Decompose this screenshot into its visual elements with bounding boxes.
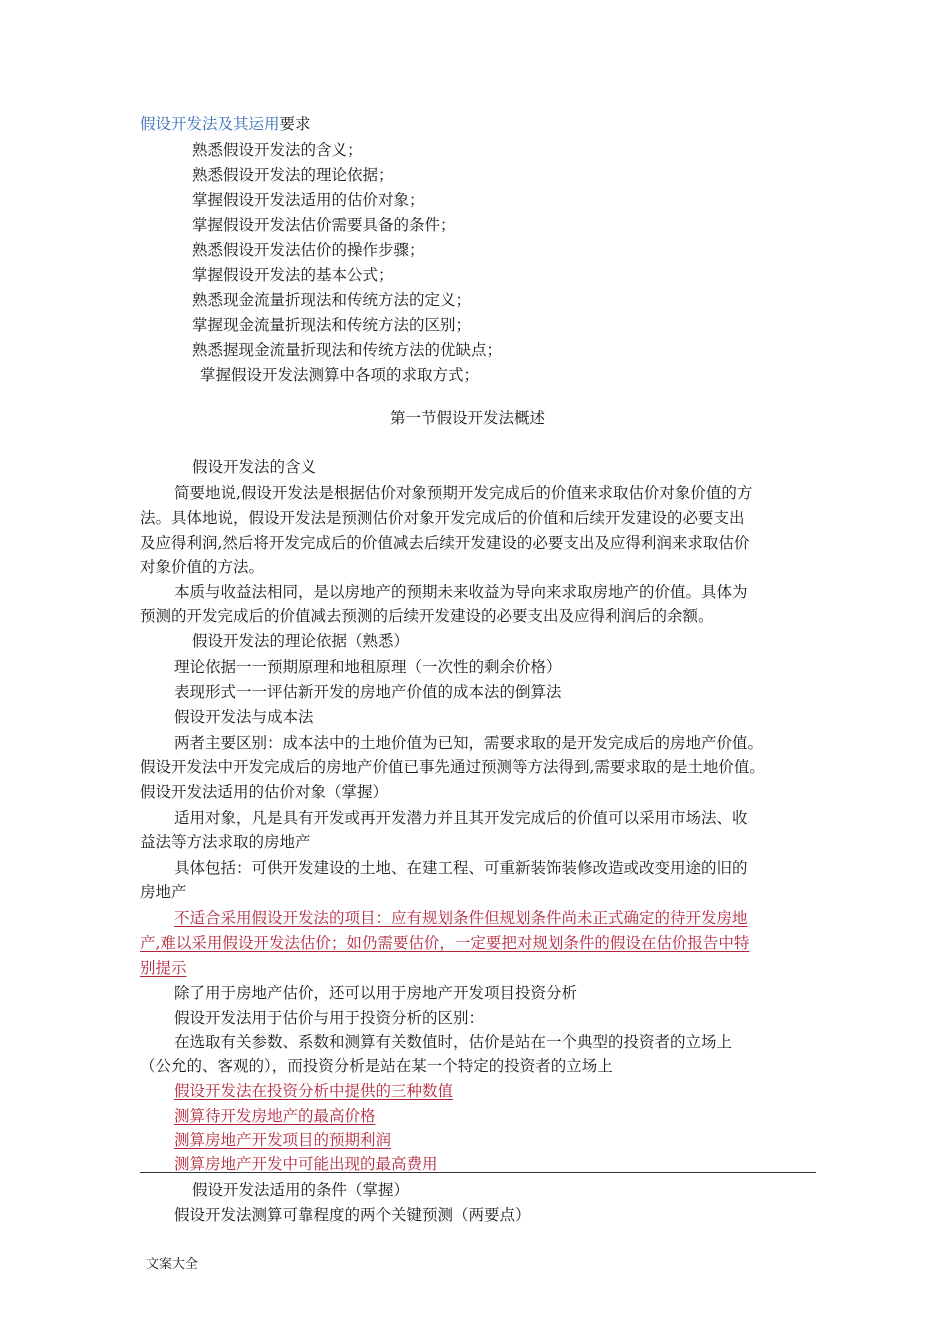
requirement-item: 熟悉握现金流量折现法和传统方法的优缺点； [192, 341, 503, 359]
paragraph-line: 理论依据一一预期原理和地租原理（一次性的剩余价格） [174, 658, 562, 676]
highlight-line: 测算房地产开发中可能出现的最高费用 [174, 1155, 438, 1173]
paragraph-line: 假设开发法测算可靠程度的两个关键预测（两要点） [174, 1206, 531, 1224]
paragraph-line: 两者主要区别：成本法中的土地价值为已知，需要求取的是开发完成后的房地产价值。 [174, 734, 764, 752]
highlight-line: 假设开发法在投资分析中提供的三种数值 [174, 1082, 454, 1100]
highlight-line: 测算房地产开发项目的预期利润 [174, 1131, 392, 1149]
paragraph-line: （公允的、客观的），而投资分析是站在某一个特定的投资者的立场上 [140, 1057, 613, 1075]
requirement-item: 熟悉现金流量折现法和传统方法的定义； [192, 291, 472, 309]
section-title: 第一节假设开发法概述 [390, 409, 546, 427]
document-heading [140, 114, 311, 134]
subheading-diff: 假设开发法用于估价与用于投资分析的区别： [174, 1009, 485, 1027]
requirement-item: 掌握假设开发法测算中各项的求取方式； [200, 366, 480, 384]
paragraph-line: 预测的开发完成后的价值减去预测的后续开发建设的必要支出及应得利润后的余额。 [140, 607, 714, 625]
paragraph-line: 具体包括：可供开发建设的土地、在建工程、可重新装饰装修改造或改变用途的旧的 [174, 859, 748, 877]
requirement-item: 掌握假设开发法的基本公式； [192, 266, 394, 284]
paragraph-line: 在选取有关参数、系数和测算有关数值时，估价是站在一个典型的投资者的立场上 [174, 1033, 733, 1051]
paragraph-line: 简要地说,假设开发法是根据估价对象预期开发完成后的价值来求取估价对象价值的方 [174, 484, 753, 502]
subheading-meaning: 假设开发法的含义 [192, 458, 317, 476]
page-footer: 文案大全 [146, 1257, 199, 1272]
paragraph-line: 除了用于房地产估价，还可以用于房地产开发项目投资分析 [174, 984, 578, 1002]
subheading-theory: 假设开发法的理论依据（熟悉） [192, 632, 410, 650]
requirement-item: 熟悉假设开发法估价的操作步骤； [192, 241, 425, 259]
heading-link-text: 假设开发法及其运用 [140, 115, 280, 133]
requirement-item: 掌握假设开发法估价需要具备的条件； [192, 216, 456, 234]
heading-suffix: 要求 [279, 115, 311, 133]
paragraph-line: 房地产 [140, 883, 187, 901]
paragraph-line: 假设开发法中开发完成后的房地产价值已事先通过预测等方法得到,需要求取的是土地价值。 [140, 758, 765, 776]
paragraph-line: 益法等方法求取的房地产 [140, 833, 311, 851]
paragraph-line: 适用对象，凡是具有开发或再开发潜力并且其开发完成后的价值可以采用市场法、收 [174, 809, 748, 827]
requirement-item: 熟悉假设开发法的理论依据； [192, 166, 394, 184]
paragraph-line: 表现形式一一评估新开发的房地产价值的成本法的倒算法 [174, 683, 562, 701]
paragraph-line: 及应得利润,然后将开发完成后的价值减去后续开发建设的必要支出及应得利润来求取估价 [140, 534, 750, 552]
divider-line [140, 1172, 816, 1173]
highlight-line: 不适合采用假设开发法的项目：应有规划条件但规划条件尚未正式确定的待开发房地 [174, 909, 748, 927]
paragraph-line: 本质与收益法相同，是以房地产的预期未来收益为导向来求取房地产的价值。具体为 [174, 583, 748, 601]
requirement-item: 掌握假设开发法适用的估价对象； [192, 191, 425, 209]
paragraph-line: 法。具体地说，假设开发法是预测估价对象开发完成后的价值和后续开发建设的必要支出 [140, 509, 745, 527]
highlight-line: 测算待开发房地产的最高价格 [174, 1107, 376, 1125]
subheading-vs-cost: 假设开发法与成本法 [174, 708, 314, 726]
subheading-applicable: 假设开发法适用的估价对象（掌握） [140, 783, 389, 801]
requirement-item: 掌握现金流量折现法和传统方法的区别； [192, 316, 472, 334]
highlight-line: 别提示 [140, 959, 187, 977]
paragraph-line: 对象价值的方法。 [140, 558, 265, 576]
requirement-item: 熟悉假设开发法的含义； [192, 141, 363, 159]
highlight-line: 产,难以采用假设开发法估价；如仍需要估价，一定要把对规划条件的假设在估价报告中特 [140, 934, 750, 952]
subheading-conditions: 假设开发法适用的条件（掌握） [192, 1181, 410, 1199]
